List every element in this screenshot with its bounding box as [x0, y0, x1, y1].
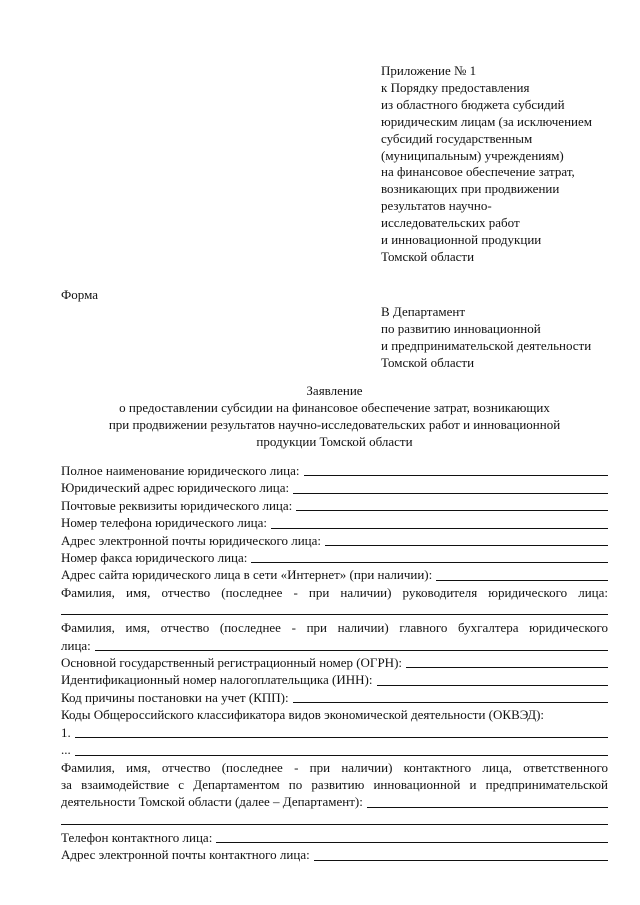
okved-heading-row	[61, 706, 608, 723]
contact-label-cont: за взаимодействие с Департаментом по развитию инновационной и предпринимательской	[61, 776, 608, 792]
postal-field[interactable]	[296, 498, 608, 511]
inn-row	[61, 671, 608, 688]
okved-item-field[interactable]	[75, 725, 608, 738]
contact-field[interactable]	[367, 795, 608, 808]
appendix-header	[381, 63, 631, 266]
fax-field[interactable]	[251, 550, 608, 563]
okved-more-field[interactable]	[75, 743, 608, 756]
contact-field-extra[interactable]	[61, 811, 608, 825]
fax-label: Номер факса юридического лица:	[61, 550, 248, 566]
addressee-line: и предпринимательской деятельности	[381, 338, 592, 353]
appendix-line: Приложение № 1	[381, 63, 477, 78]
kpp-row	[61, 689, 608, 706]
addressee-line: Томской области	[381, 355, 475, 370]
kpp-field[interactable]	[293, 690, 608, 703]
contact-row	[61, 793, 608, 810]
appendix-line: Томской области	[381, 248, 475, 264]
appendix-line: из областного бюджета субсидий	[381, 96, 565, 112]
title-line: продукции Томской области	[256, 434, 413, 449]
fax-row	[61, 549, 608, 566]
phone-label: Номер телефона юридического лица:	[61, 515, 267, 531]
ogrn-field[interactable]	[406, 655, 608, 668]
form-label: Форма	[61, 287, 98, 302]
contact-phone-row	[61, 829, 608, 846]
appendix-line: и инновационной продукции	[381, 232, 542, 248]
kpp-label: Код причины постановки на учет (КПП):	[61, 689, 289, 705]
appendix-line: к Порядку предоставления	[381, 79, 530, 95]
postal-label: Почтовые реквизиты юридического лица:	[61, 497, 293, 513]
website-field[interactable]	[436, 568, 608, 581]
accountant-row	[61, 637, 608, 654]
inn-field[interactable]	[377, 673, 609, 686]
website-label: Адрес сайта юридического лица в сети «Интернет» (при наличии):	[61, 567, 433, 583]
okved-more-label: ...	[61, 742, 71, 758]
addressee-block	[381, 303, 591, 371]
legal-address-row	[61, 479, 608, 496]
okved-label: Коды Общероссийского классификатора видов экономической деятельности (ОКВЭД):	[61, 707, 545, 723]
contact-phone-field[interactable]	[216, 830, 608, 843]
director-field[interactable]	[61, 601, 608, 615]
contact-email-field[interactable]	[314, 848, 608, 861]
appendix-line: субсидий государственным	[381, 130, 533, 146]
full-name-label: Полное наименование юридического лица:	[61, 463, 300, 478]
appendix-line: на финансовое обеспечение затрат,	[381, 164, 575, 180]
accountant-label: Фамилия, имя, отчество (последнее - при наличии) главного бухгалтера юридического	[61, 620, 608, 636]
form-fields	[61, 462, 608, 864]
legal-address-field[interactable]	[293, 481, 608, 494]
contact-label: Фамилия, имя, отчество (последнее - при наличии) контактного лица, ответственного	[61, 759, 608, 775]
appendix-line: исследовательских работ	[381, 215, 520, 231]
contact-phone-label: Телефон контактного лица:	[61, 829, 213, 845]
accountant-field[interactable]	[95, 638, 608, 651]
ogrn-label: Основной государственный регистрационный номер (ОГРН):	[61, 655, 403, 671]
okved-more-row	[61, 741, 608, 758]
appendix-line: юридическим лицам (за исключением	[381, 113, 592, 129]
accountant-label-cont: лица:	[61, 637, 91, 653]
legal-address-label: Юридический адрес юридического лица:	[61, 480, 290, 496]
director-label: Фамилия, имя, отчество (последнее - при наличии) руководителя юридического лица:	[61, 584, 608, 600]
phone-row	[61, 514, 608, 531]
website-row	[61, 566, 608, 583]
okved-item-row	[61, 724, 608, 741]
addressee-line: по развитию инновационной	[381, 321, 541, 336]
title-line: при продвижении результатов научно-исследовательских работ и инновационной	[108, 417, 561, 432]
inn-label: Идентификационный номер налогоплательщика (ИНН):	[61, 672, 373, 688]
contact-email-label: Адрес электронной почты контактного лица:	[61, 847, 310, 863]
appendix-line: (муниципальным) учреждениям)	[381, 147, 564, 163]
email-field[interactable]	[325, 533, 608, 546]
full-name-row	[61, 462, 608, 479]
ogrn-row	[61, 654, 608, 671]
full-name-field[interactable]	[304, 463, 609, 476]
okved-item-number: 1.	[61, 724, 71, 740]
document-title	[61, 382, 608, 450]
postal-row	[61, 497, 608, 514]
appendix-line: возникающих при продвижении	[381, 181, 560, 197]
phone-field[interactable]	[271, 516, 608, 529]
addressee-line: В Департамент	[381, 304, 466, 319]
contact-label-end: деятельности Томской области (далее – Департамент):	[61, 794, 363, 810]
contact-email-row	[61, 846, 608, 863]
title-line: о предоставлении субсидии на финансовое обеспечение затрат, возникающих	[119, 400, 550, 415]
title-line: Заявление	[306, 383, 363, 398]
email-label: Адрес электронной почты юридического лица:	[61, 532, 321, 548]
appendix-line: результатов научно-	[381, 198, 492, 214]
email-row	[61, 532, 608, 549]
